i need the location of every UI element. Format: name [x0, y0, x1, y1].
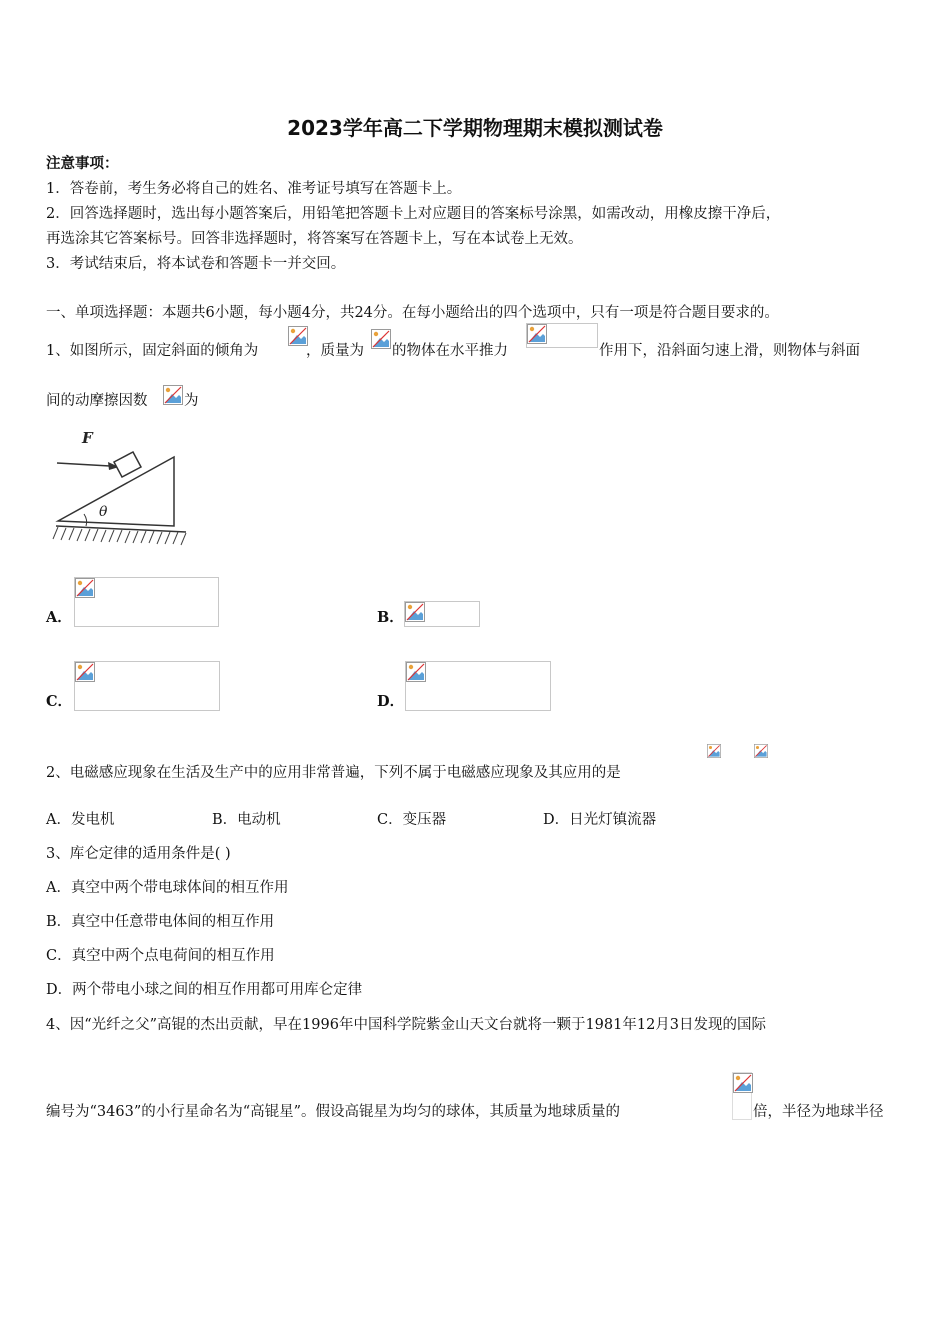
q1-mu-image — [163, 385, 183, 407]
q1-text-part: 的物体在水平推力 — [392, 343, 508, 359]
option-d-label: D． — [377, 693, 405, 710]
q4-line1: 4、因“光纤之父”高锟的杰出贡献，早在1996年中国科学院紫金山天文台就将一颗于1981年12月3日发现的国际 — [46, 1017, 767, 1033]
force-label: F — [82, 429, 93, 447]
page-title: 2023学年高二下学期物理期末模拟测试卷 — [287, 116, 663, 140]
q2-option-c: C．变压器 — [377, 812, 447, 828]
q1-theta-image — [288, 326, 306, 356]
q2-option-d: D．日光灯镇流器 — [543, 812, 657, 828]
q4-ratio-image — [732, 1072, 752, 1120]
notice-item: 再选涂其它答案标号。回答非选择题时，将答案写在答题卡上，写在本试卷上无效。 — [46, 231, 583, 247]
q1-force-image — [526, 323, 598, 348]
q3-option-d: D．两个带电小球之间的相互作用都可用库仑定律 — [46, 982, 363, 998]
q3-option-b: B．真空中任意带电体间的相互作用 — [46, 914, 275, 930]
angle-label: θ — [99, 504, 108, 520]
q1-text-part: ，质量为 — [306, 343, 364, 359]
q2-image — [707, 744, 721, 770]
q2-stem: 2、电磁感应现象在生活及生产中的应用非常普遍，下列不属于电磁感应现象及其应用的是 — [46, 765, 621, 781]
q2-image — [754, 744, 768, 770]
notice-item: 1．答卷前，考生务必将自己的姓名、准考证号填写在答题卡上。 — [46, 181, 462, 197]
option-b-image — [404, 601, 480, 627]
q1-mass-image — [371, 329, 391, 353]
option-c-label: C． — [46, 693, 73, 710]
q1-text-line2: 间的动摩擦因数 — [46, 393, 148, 409]
incline-figure — [50, 420, 192, 550]
q4-line2: 编号为“3463”的小行星命名为“高锟星”。假设高锟星为均匀的球体，其质量为地球质量的 — [46, 1104, 621, 1120]
option-a-label: A． — [46, 609, 72, 626]
q1-text-part: 作用下，沿斜面匀速上滑，则物体与斜面 — [599, 343, 860, 359]
q4-line2-end: 倍，半径为地球半径 — [753, 1104, 884, 1120]
q3-stem: 3、库仑定律的适用条件是( ) — [46, 846, 231, 862]
notice-item: 3．考试结束后，将本试卷和答题卡一并交回。 — [46, 256, 346, 272]
q2-option-b: B．电动机 — [212, 812, 281, 828]
q1-text-part: 1、如图所示，固定斜面的倾角为 — [46, 343, 259, 359]
q1-text-line2-end: 为 — [184, 393, 199, 409]
option-c-image — [74, 661, 220, 711]
option-a-image — [74, 577, 219, 627]
q3-option-c: C．真空中两个点电荷间的相互作用 — [46, 948, 275, 964]
q3-option-a: A．真空中两个带电球体间的相互作用 — [46, 880, 289, 896]
q2-option-a: A．发电机 — [46, 812, 115, 828]
notice-item: 2．回答选择题时，选出每小题答案后，用铅笔把答题卡上对应题目的答案标号涂黑，如需改动，用橡皮擦干净后， — [46, 206, 781, 222]
option-b-label: B． — [377, 609, 404, 626]
section-heading: 一、单项选择题：本题共6小题，每小题4分，共24分。在每小题给出的四个选项中，只有一项是符合题目要求的。 — [46, 305, 779, 321]
notice-heading: 注意事项： — [46, 155, 119, 172]
option-d-image — [405, 661, 551, 711]
